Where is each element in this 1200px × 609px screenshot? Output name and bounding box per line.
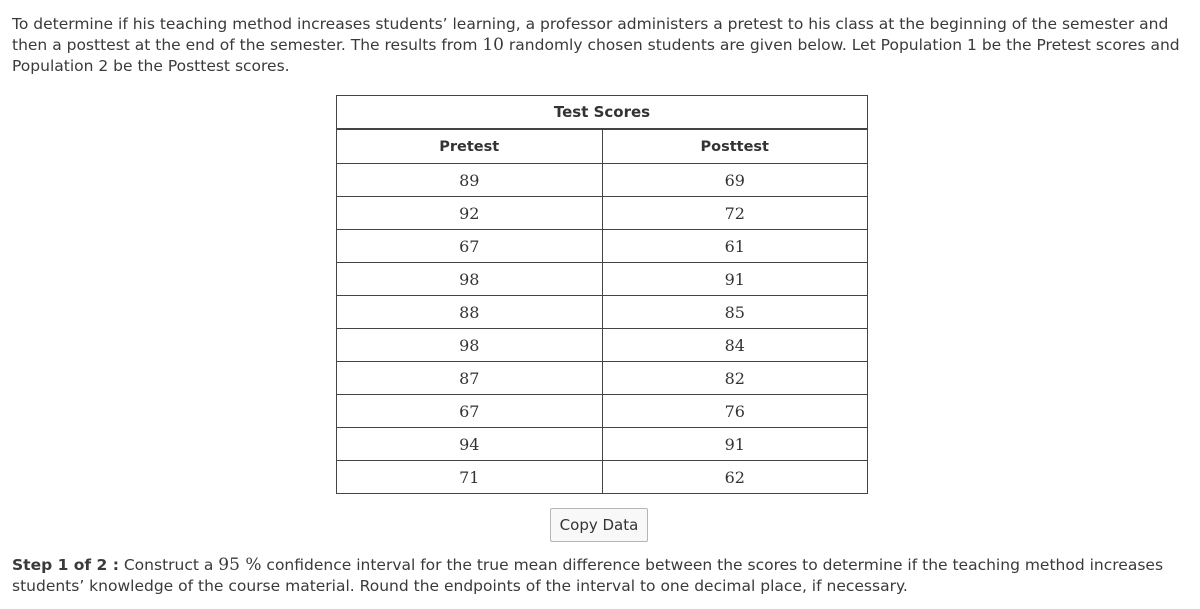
table-row [337, 362, 868, 395]
pretest-cell: 67 [337, 395, 603, 428]
pretest-cell: 94 [337, 428, 603, 461]
table-row [337, 230, 868, 263]
posttest-cell: 91 [602, 428, 868, 461]
table-row [337, 296, 868, 329]
percent-sign: % [239, 555, 262, 575]
table-row [337, 428, 868, 461]
column-header-pretest: Pretest [337, 129, 603, 164]
step-text-before: Construct a [118, 556, 219, 574]
table-row [337, 197, 868, 230]
pretest-cell: 71 [337, 461, 603, 494]
posttest-cell: 72 [602, 197, 868, 230]
posttest-cell: 84 [602, 329, 868, 362]
intro-text-part2: randomly chosen students are given below. Let Population 1 be the Pretest scores and Population 2 be the Posttest scores. [12, 36, 1180, 75]
table-row [337, 461, 868, 494]
step-text-after: confidence interval for the true mean difference between the scores to determine if the teaching method increases students’ knowledge of the course material. Round the endpoints of the interval to one decimal place, if necessary. [12, 556, 1164, 595]
table-row [337, 263, 868, 296]
posttest-cell: 61 [602, 230, 868, 263]
pretest-cell: 67 [337, 230, 603, 263]
pretest-cell: 98 [337, 329, 603, 362]
pretest-cell: 87 [337, 362, 603, 395]
pretest-cell: 98 [337, 263, 603, 296]
pretest-cell: 88 [337, 296, 603, 329]
intro-text-part1: To determine if his teaching method increases students’ learning, a professor administers a pretest to his class at the beginning of the semester and then a posttest at the end of the semester. The results from [12, 15, 1169, 54]
posttest-cell: 76 [602, 395, 868, 428]
pretest-cell: 89 [337, 164, 603, 197]
table-row [337, 395, 868, 428]
table-row [337, 164, 868, 197]
problem-intro [12, 14, 1192, 77]
posttest-cell: 69 [602, 164, 868, 197]
test-scores-table [336, 95, 868, 494]
table-row [337, 329, 868, 362]
pretest-cell: 92 [337, 197, 603, 230]
posttest-cell: 82 [602, 362, 868, 395]
column-header-posttest: Posttest [602, 129, 868, 164]
posttest-cell: 62 [602, 461, 868, 494]
table-caption: Test Scores [337, 96, 868, 130]
sample-size-number: 10 [482, 35, 504, 55]
step-instructions [12, 555, 1192, 597]
posttest-cell: 85 [602, 296, 868, 329]
posttest-cell: 91 [602, 263, 868, 296]
step-label: Step 1 of 2 : [12, 556, 119, 574]
confidence-level-number: 95 [218, 555, 240, 575]
copy-data-button[interactable]: Copy Data [550, 508, 648, 542]
